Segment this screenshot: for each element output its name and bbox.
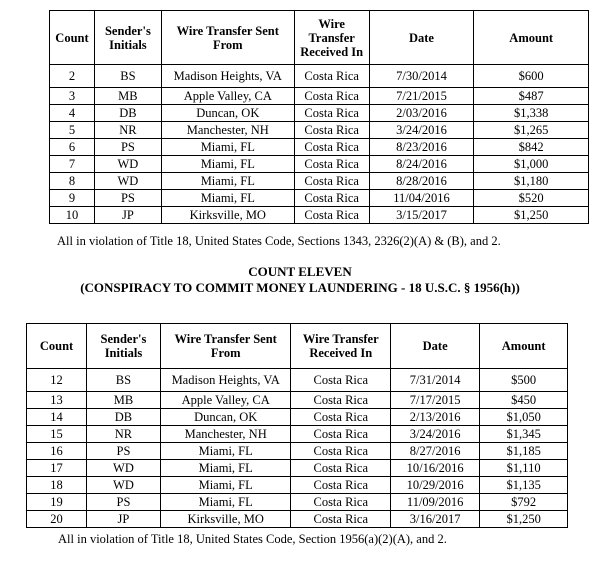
- cell-sent-from: Duncan, OK: [160, 409, 291, 426]
- cell-date: 3/15/2017: [369, 207, 474, 224]
- cell-sent-from: Miami, FL: [160, 460, 291, 477]
- cell-sender-initials: NR: [87, 426, 161, 443]
- cell-received-in: Costa Rica: [291, 443, 391, 460]
- header-received-in: Wire Transfer Received In: [291, 324, 391, 369]
- cell-received-in: Costa Rica: [294, 88, 369, 105]
- count-eleven-subheading: (CONSPIRACY TO COMMIT MONEY LAUNDERING - 18 U.S.C. § 1956(h)): [80, 280, 520, 295]
- cell-amount: $1,338: [474, 105, 589, 122]
- cell-received-in: Costa Rica: [291, 392, 391, 409]
- cell-sender-initials: MB: [87, 392, 161, 409]
- cell-date: 2/13/2016: [391, 409, 480, 426]
- cell-date: 3/24/2016: [369, 122, 474, 139]
- table-row: [27, 392, 568, 409]
- cell-amount: $600: [474, 65, 589, 88]
- header-date: Date: [369, 11, 474, 65]
- cell-sent-from: Kirksville, MO: [160, 511, 291, 528]
- header-count: Count: [27, 324, 87, 369]
- cell-received-in: Costa Rica: [294, 65, 369, 88]
- cell-sender-initials: JP: [87, 511, 161, 528]
- cell-amount: $1,185: [480, 443, 568, 460]
- header-received-in: Wire Transfer Received In: [294, 11, 369, 65]
- header-amount: Amount: [480, 324, 568, 369]
- cell-amount: $1,250: [480, 511, 568, 528]
- count-eleven-heading: COUNT ELEVEN: [248, 264, 352, 279]
- cell-count: 10: [50, 207, 95, 224]
- cell-count: 2: [50, 65, 95, 88]
- cell-sender-initials: PS: [87, 494, 161, 511]
- table-row: [50, 139, 589, 156]
- cell-date: 7/30/2014: [369, 65, 474, 88]
- table-row: [50, 156, 589, 173]
- cell-date: 8/23/2016: [369, 139, 474, 156]
- cell-amount: $1,265: [474, 122, 589, 139]
- cell-amount: $500: [480, 369, 568, 392]
- cell-amount: $842: [474, 139, 589, 156]
- cell-date: 11/09/2016: [391, 494, 480, 511]
- cell-received-in: Costa Rica: [294, 122, 369, 139]
- header-amount: Amount: [474, 11, 589, 65]
- cell-amount: $1,050: [480, 409, 568, 426]
- cell-sender-initials: PS: [87, 443, 161, 460]
- header-sender-initials: Sender's Initials: [87, 324, 161, 369]
- cell-received-in: Costa Rica: [291, 409, 391, 426]
- cell-sent-from: Miami, FL: [160, 443, 291, 460]
- violation-note-1: All in violation of Title 18, United States Code, Sections 1343, 2326(2)(A) & (B), and 2.: [57, 234, 501, 248]
- cell-sender-initials: DB: [94, 105, 161, 122]
- cell-sent-from: Miami, FL: [161, 156, 294, 173]
- cell-sent-from: Miami, FL: [161, 190, 294, 207]
- header-sent-from: Wire Transfer Sent From: [160, 324, 291, 369]
- cell-sent-from: Madison Heights, VA: [160, 369, 291, 392]
- cell-received-in: Costa Rica: [291, 477, 391, 494]
- cell-count: 18: [27, 477, 87, 494]
- wire-transfers-table-1: [49, 10, 589, 224]
- cell-amount: $1,135: [480, 477, 568, 494]
- cell-sent-from: Manchester, NH: [161, 122, 294, 139]
- cell-count: 5: [50, 122, 95, 139]
- cell-sent-from: Miami, FL: [160, 494, 291, 511]
- cell-date: 8/28/2016: [369, 173, 474, 190]
- cell-amount: $1,110: [480, 460, 568, 477]
- table-header-row: [27, 324, 568, 369]
- cell-sender-initials: NR: [94, 122, 161, 139]
- cell-sender-initials: JP: [94, 207, 161, 224]
- cell-sender-initials: BS: [87, 369, 161, 392]
- cell-sent-from: Kirksville, MO: [161, 207, 294, 224]
- table-row: [50, 173, 589, 190]
- cell-sent-from: Miami, FL: [161, 173, 294, 190]
- cell-date: 10/16/2016: [391, 460, 480, 477]
- table-row: [50, 88, 589, 105]
- cell-received-in: Costa Rica: [294, 139, 369, 156]
- table-row: [27, 369, 568, 392]
- cell-received-in: Costa Rica: [294, 156, 369, 173]
- cell-received-in: Costa Rica: [294, 173, 369, 190]
- cell-sent-from: Manchester, NH: [160, 426, 291, 443]
- cell-count: 14: [27, 409, 87, 426]
- cell-count: 4: [50, 105, 95, 122]
- cell-date: 10/29/2016: [391, 477, 480, 494]
- header-count: Count: [50, 11, 95, 65]
- cell-amount: $487: [474, 88, 589, 105]
- cell-received-in: Costa Rica: [294, 190, 369, 207]
- cell-date: 7/17/2015: [391, 392, 480, 409]
- cell-received-in: Costa Rica: [291, 460, 391, 477]
- cell-date: 7/21/2015: [369, 88, 474, 105]
- table-row: [27, 460, 568, 477]
- cell-sender-initials: WD: [87, 477, 161, 494]
- cell-amount: $520: [474, 190, 589, 207]
- cell-sent-from: Duncan, OK: [161, 105, 294, 122]
- cell-count: 9: [50, 190, 95, 207]
- cell-amount: $450: [480, 392, 568, 409]
- violation-note-2: All in violation of Title 18, United States Code, Section 1956(a)(2)(A), and 2.: [58, 532, 447, 546]
- cell-date: 2/03/2016: [369, 105, 474, 122]
- cell-amount: $1,250: [474, 207, 589, 224]
- header-sender-initials: Sender's Initials: [94, 11, 161, 65]
- cell-received-in: Costa Rica: [291, 494, 391, 511]
- cell-date: 8/24/2016: [369, 156, 474, 173]
- cell-amount: $1,345: [480, 426, 568, 443]
- table-row: [27, 443, 568, 460]
- header-date: Date: [391, 324, 480, 369]
- table-row: [27, 477, 568, 494]
- cell-count: 7: [50, 156, 95, 173]
- cell-date: 7/31/2014: [391, 369, 480, 392]
- cell-date: 3/24/2016: [391, 426, 480, 443]
- cell-sent-from: Apple Valley, CA: [161, 88, 294, 105]
- cell-amount: $1,180: [474, 173, 589, 190]
- table-row: [27, 511, 568, 528]
- cell-count: 6: [50, 139, 95, 156]
- cell-sender-initials: PS: [94, 139, 161, 156]
- cell-count: 19: [27, 494, 87, 511]
- header-sent-from: Wire Transfer Sent From: [161, 11, 294, 65]
- table-row: [50, 105, 589, 122]
- table-row: [27, 409, 568, 426]
- cell-received-in: Costa Rica: [294, 207, 369, 224]
- cell-sent-from: Apple Valley, CA: [160, 392, 291, 409]
- cell-count: 16: [27, 443, 87, 460]
- wire-transfers-table-2: [26, 323, 568, 528]
- cell-count: 15: [27, 426, 87, 443]
- cell-sent-from: Miami, FL: [160, 477, 291, 494]
- table-row: [27, 494, 568, 511]
- cell-sent-from: Madison Heights, VA: [161, 65, 294, 88]
- cell-sender-initials: PS: [94, 190, 161, 207]
- table-row: [50, 190, 589, 207]
- cell-amount: $1,000: [474, 156, 589, 173]
- cell-sender-initials: DB: [87, 409, 161, 426]
- cell-amount: $792: [480, 494, 568, 511]
- cell-count: 12: [27, 369, 87, 392]
- cell-count: 20: [27, 511, 87, 528]
- table-row: [50, 65, 589, 88]
- cell-count: 17: [27, 460, 87, 477]
- cell-sender-initials: BS: [94, 65, 161, 88]
- cell-sender-initials: WD: [94, 173, 161, 190]
- cell-count: 13: [27, 392, 87, 409]
- table-row: [50, 207, 589, 224]
- table-row: [27, 426, 568, 443]
- cell-date: 3/16/2017: [391, 511, 480, 528]
- cell-date: 11/04/2016: [369, 190, 474, 207]
- table-header-row: [50, 11, 589, 65]
- cell-sender-initials: MB: [94, 88, 161, 105]
- cell-received-in: Costa Rica: [291, 369, 391, 392]
- cell-received-in: Costa Rica: [294, 105, 369, 122]
- cell-count: 3: [50, 88, 95, 105]
- cell-count: 8: [50, 173, 95, 190]
- table-row: [50, 122, 589, 139]
- cell-sent-from: Miami, FL: [161, 139, 294, 156]
- cell-sender-initials: WD: [94, 156, 161, 173]
- cell-received-in: Costa Rica: [291, 511, 391, 528]
- cell-received-in: Costa Rica: [291, 426, 391, 443]
- cell-date: 8/27/2016: [391, 443, 480, 460]
- cell-sender-initials: WD: [87, 460, 161, 477]
